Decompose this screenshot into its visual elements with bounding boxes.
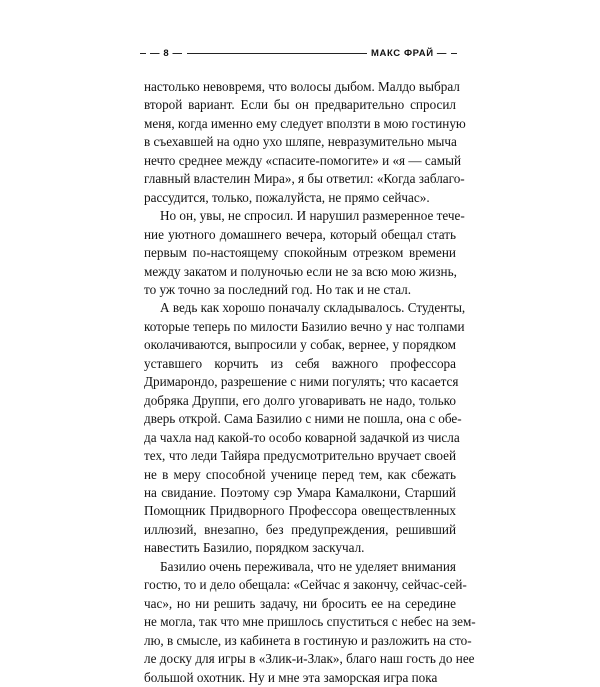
text-line: большой охотник. Ну и мне эта заморская игра пока	[144, 669, 438, 685]
text-line: не в меру способной ученице перед тем, как сбежать	[144, 466, 456, 482]
text-line: между закатом и полуночью если не за всю мою жизнь,	[144, 263, 457, 279]
text-line: нечто среднее между «спасите-помогите» и «я — самый	[144, 152, 462, 168]
text-line: Базилио очень переживала, что не уделяет внимания	[160, 558, 456, 574]
text-line: главный властелин Мира», я бы ответил: «Когда заблаго-	[144, 171, 465, 187]
text-line: тех, что леди Тайяра предусмотрительно вручает своей	[144, 448, 456, 464]
text-line: час», но ни решить задачу, ни бросить ее на середине	[144, 595, 456, 611]
running-author: МАКС ФРАЙ —	[367, 47, 451, 60]
paragraph	[144, 207, 465, 299]
text-line: то уж точно за последний год. Но так и не стал.	[144, 281, 412, 297]
running-header	[140, 47, 457, 61]
text-line: Дримарондо, разрешение с ними погулять; что касается	[144, 374, 459, 390]
text-line: навестить Базилио, порядком заскучал.	[144, 540, 365, 556]
text-line: уставшего корчить из себя важного профессора	[144, 355, 456, 371]
paragraph	[144, 558, 476, 687]
text-line: меня, когда именно ему следует вползти в мою гостиную	[144, 115, 466, 131]
text-line: околачиваются, выпросили у собак, вернее, у порядком	[144, 337, 456, 353]
text-line: второй вариант. Если бы он предварительно спросил	[144, 97, 456, 113]
page-body	[144, 78, 476, 687]
text-line: А ведь как хорошо поначалу складывалось. Студенты,	[160, 300, 466, 316]
paragraph	[144, 78, 466, 207]
text-line: Но он, увы, не спросил. И нарушил размеренное тече-	[160, 208, 465, 224]
text-line: лю, в смысле, из кабинета в гостиную и разложить на сто-	[144, 632, 472, 648]
text-line: ние уютного домашнего вечера, который обещал стать	[144, 226, 456, 242]
page-number: — 8 —	[146, 47, 187, 60]
text-line: иллюзий, внезапно, без предупреждения, решивший	[144, 521, 456, 537]
text-line: добряка Друппи, его долго уговаривать не надо, только	[144, 392, 456, 408]
text-line: гостю, то и дело обещала: «Сейчас я закончу, сейчас-сей-	[144, 577, 467, 593]
text-line: да чахла над какой-то особо коварной задачкой из числа	[144, 429, 460, 445]
text-line: настолько невовремя, что волосы дыбом. Малдо выбрал	[144, 79, 460, 94]
text-line: на свидание. Поэтому сэр Умара Камалкони, Старший	[144, 484, 456, 500]
text-line: дверь открой. Сама Базилио с ними не пошла, она с обе-	[144, 411, 462, 427]
text-line: Помощник Придворного Профессора овеществленных	[144, 503, 456, 519]
text-line: рассудится, только, пожалуйста, не прямо сейчас».	[144, 189, 430, 205]
text-line: первым по-настоящему спокойным отрезком времени	[144, 245, 456, 261]
paragraph	[144, 299, 466, 557]
text-line: в съехавшей на одно ухо шляпе, невразумительно мыча	[144, 134, 457, 150]
text-line: не могла, так что мне пришлось спуститься с небес на зем-	[144, 614, 476, 630]
text-line: которые теперь по милости Базилио вечно у нас толпами	[144, 318, 465, 334]
text-line: ле доску для игры в «Злик-и-Злак», благо наш гость до нее	[144, 651, 475, 667]
